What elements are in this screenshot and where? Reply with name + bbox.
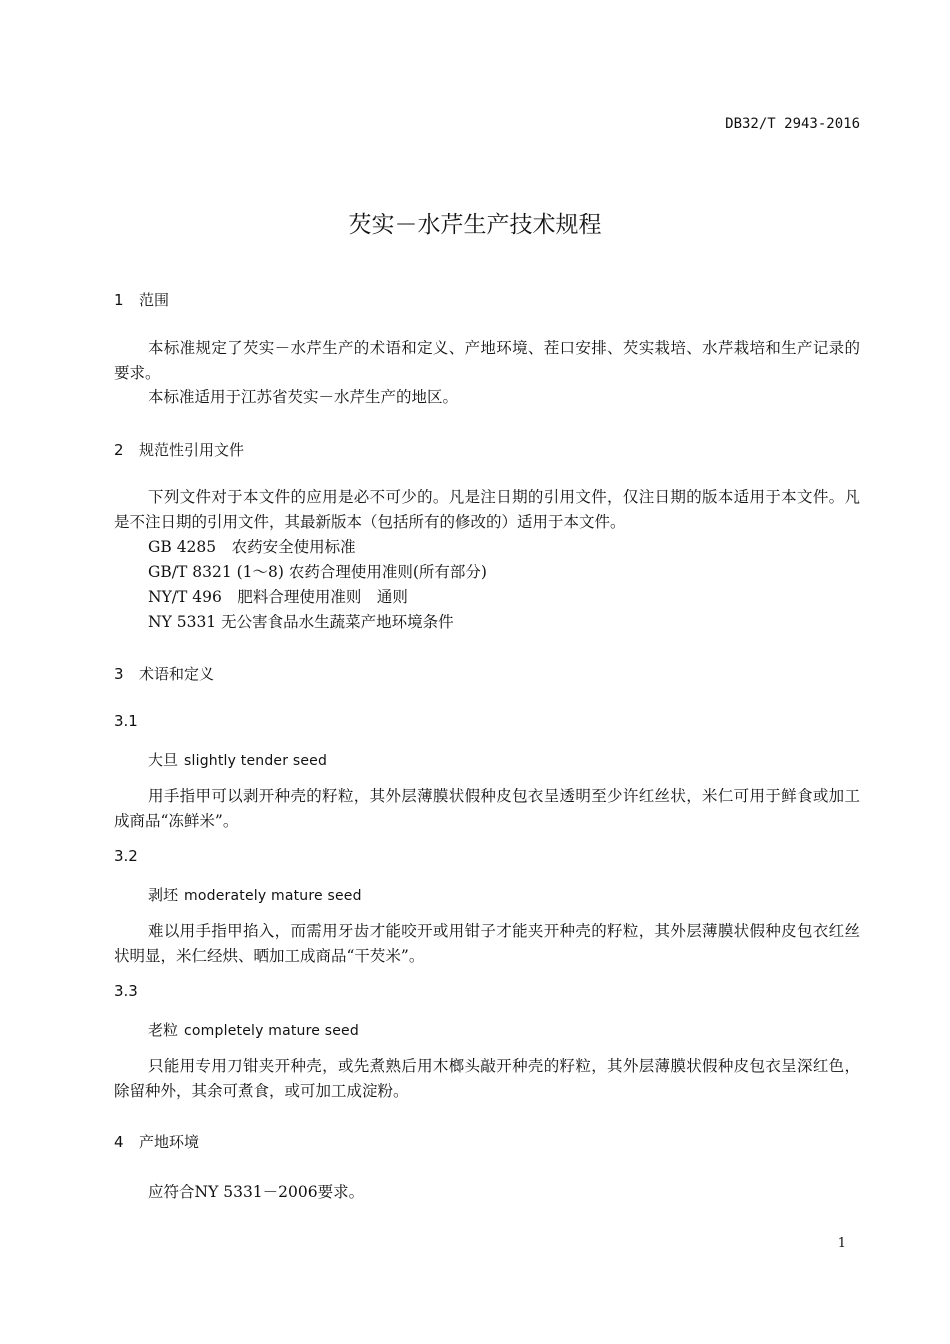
- section-number: 4: [114, 1133, 124, 1151]
- section-number: 1: [114, 291, 124, 309]
- section-heading-scope: [114, 289, 169, 310]
- section-title: 产地环境: [139, 1133, 200, 1151]
- scope-applicability-paragraph: 本标准适用于江苏省芡实－水芹生产的地区。: [148, 388, 459, 406]
- section-title: 术语和定义: [139, 665, 215, 683]
- scope-paragraph: 本标准规定了芡实－水芹生产的术语和定义、产地环境、茬口安排、芡实栽培、水芹栽培和生产记录的要求。: [114, 339, 860, 382]
- term-chinese: 大旦: [148, 751, 179, 769]
- section-number: 3: [114, 665, 124, 683]
- term-entry: [148, 749, 327, 770]
- term-number: 3.3: [114, 982, 138, 1000]
- environment-paragraph: 应符合NY 5331－2006要求。: [148, 1183, 365, 1201]
- term-definition: 难以用手指甲掐入，而需用牙齿才能咬开或用钳子才能夹开种壳的籽粒，其外层薄膜状假种皮包衣红丝状明显，米仁经烘、晒加工成商品“干芡米”。: [114, 922, 860, 965]
- page-number: 1: [837, 1236, 846, 1251]
- term-entry: [148, 1019, 359, 1040]
- section-number: 2: [114, 441, 124, 459]
- section-title: 规范性引用文件: [139, 441, 245, 459]
- reference-item: GB 4285 农药安全使用标准: [148, 538, 356, 556]
- reference-item: GB/T 8321 (1～8) 农药合理使用准则(所有部分): [148, 563, 487, 581]
- standard-code: DB32/T 2943-2016: [725, 116, 860, 132]
- section-heading-normative-references: [114, 439, 244, 460]
- term-chinese: 老粒: [148, 1021, 179, 1039]
- references-intro-paragraph: 下列文件对于本文件的应用是必不可少的。凡是注日期的引用文件，仅注日期的版本适用于本文件。凡是不注日期的引用文件，其最新版本（包括所有的修改的）适用于本文件。: [114, 488, 860, 531]
- section-title: 范围: [139, 291, 170, 309]
- reference-item: NY 5331 无公害食品水生蔬菜产地环境条件: [148, 613, 454, 631]
- section-heading-environment: [114, 1131, 199, 1152]
- term-number: 3.1: [114, 712, 138, 730]
- term-definition: 用手指甲可以剥开种壳的籽粒，其外层薄膜状假种皮包衣呈透明至少许红丝状，米仁可用于鲜食或加工成商品“冻鲜米”。: [114, 787, 860, 830]
- section-heading-terms: [114, 663, 214, 684]
- term-english: completely mature seed: [184, 1023, 359, 1039]
- term-chinese: 剥坯: [148, 886, 179, 904]
- term-entry: [148, 884, 362, 905]
- term-english: moderately mature seed: [184, 888, 362, 904]
- term-english: slightly tender seed: [184, 753, 328, 769]
- term-number: 3.2: [114, 847, 138, 865]
- document-title: 芡实－水芹生产技术规程: [348, 212, 602, 238]
- reference-item: NY/T 496 肥料合理使用准则 通则: [148, 588, 408, 606]
- term-definition: 只能用专用刀钳夹开种壳，或先煮熟后用木榔头敲开种壳的籽粒，其外层薄膜状假种皮包衣呈深红色，除留种外，其余可煮食，或可加工成淀粉。: [114, 1057, 860, 1100]
